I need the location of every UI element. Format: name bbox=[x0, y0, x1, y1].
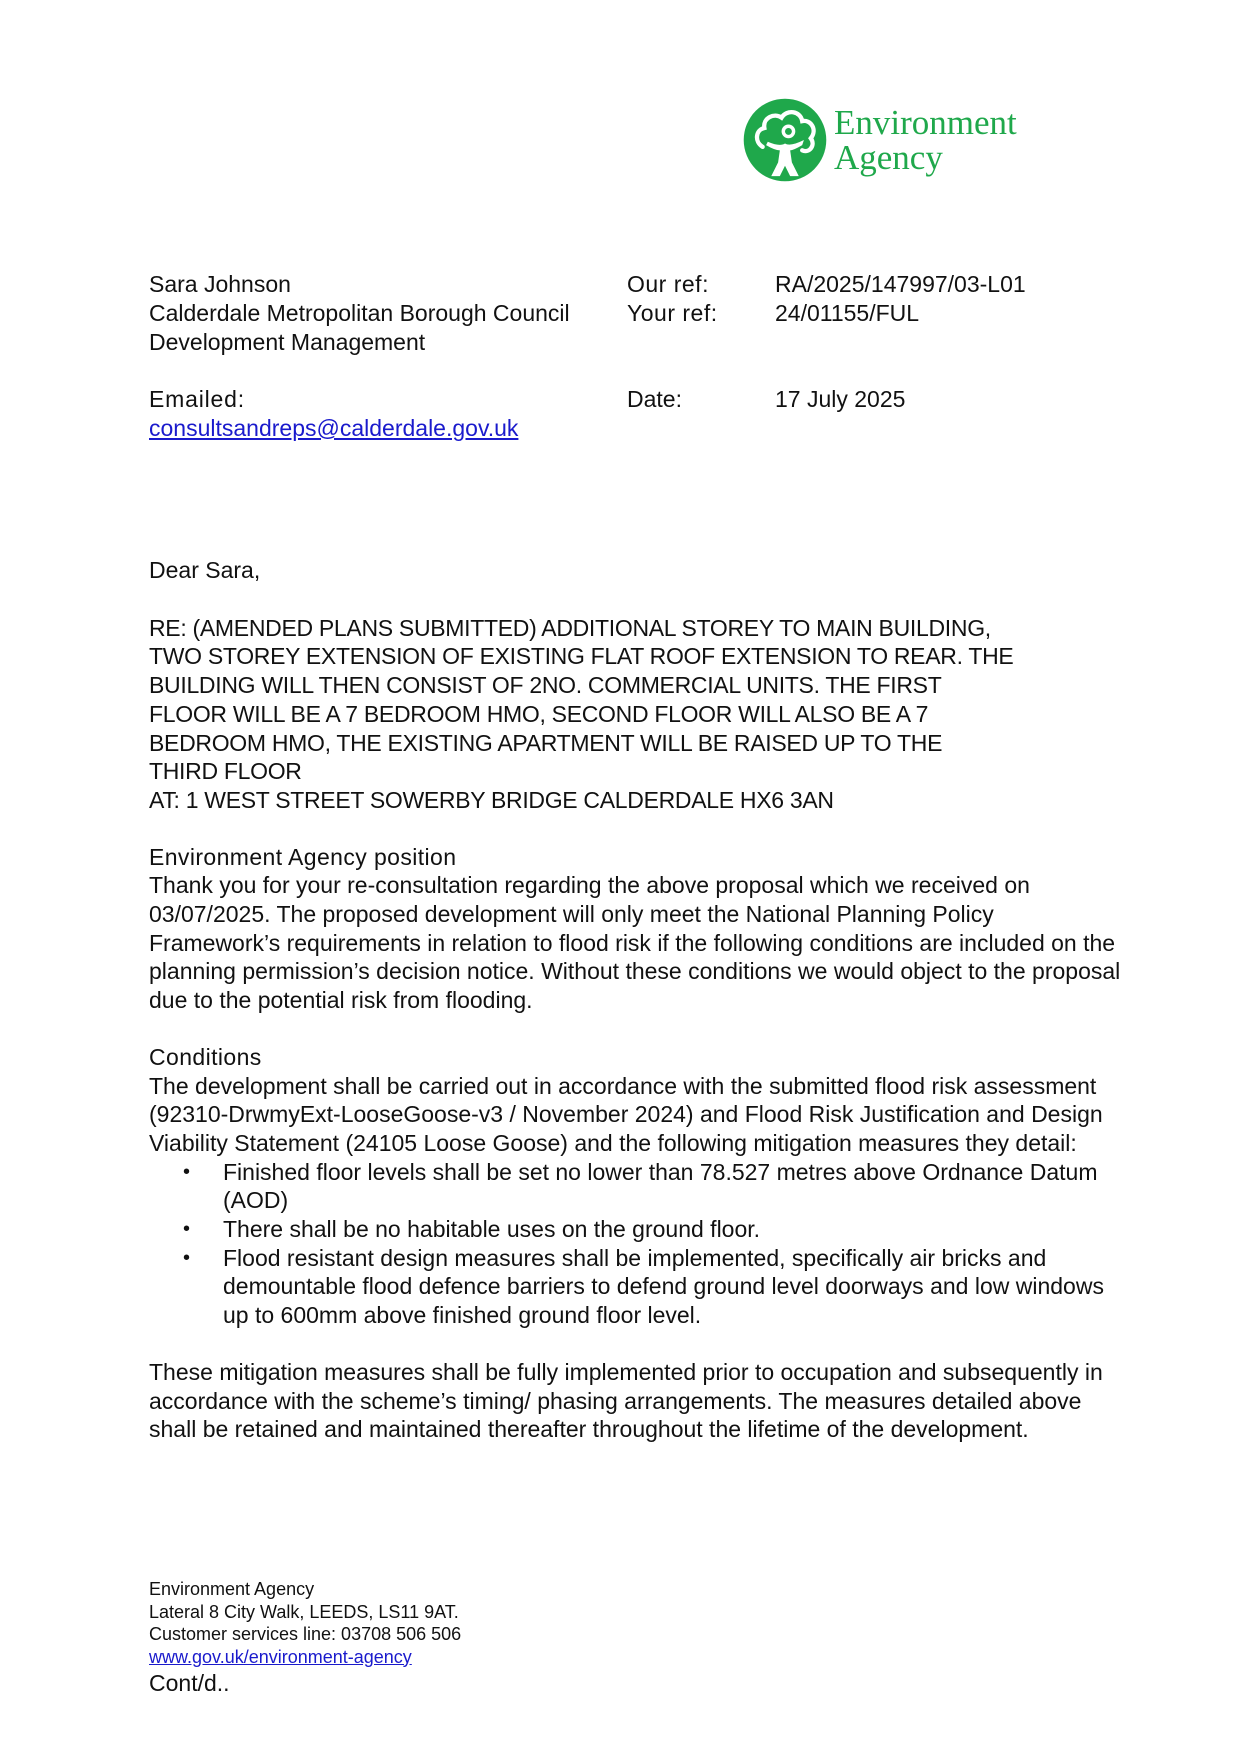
recipient-address bbox=[149, 270, 570, 357]
subject-line: BUILDING WILL THEN CONSIST OF 2NO. COMMERCIAL UNITS. THE FIRST bbox=[149, 672, 942, 699]
logo-line-2: Agency bbox=[834, 138, 943, 177]
reference-block bbox=[627, 270, 1026, 328]
our-ref-value: RA/2025/147997/03-L01 bbox=[775, 271, 1026, 297]
letter-body bbox=[149, 556, 1129, 1444]
footer-website-link[interactable]: www.gov.uk/environment-agency bbox=[149, 1646, 412, 1667]
footer-org: Environment Agency bbox=[149, 1579, 315, 1599]
subject-re bbox=[149, 614, 1129, 815]
closing-paragraph: These mitigation measures shall be fully implemented prior to occupation and subsequently in accordance with the scheme’s timing/ phasing arrangements. The measures detailed above shall be retained and maintained thereafter throughout the lifetime of the development. bbox=[149, 1358, 1103, 1443]
your-ref-row bbox=[627, 299, 1026, 328]
subject-line: BEDROOM HMO, THE EXISTING APARTMENT WILL BE RAISED UP TO THE bbox=[149, 729, 943, 756]
recipient-department: Development Management bbox=[149, 329, 426, 355]
subject-line: RE: (AMENDED PLANS SUBMITTED) ADDITIONAL STOREY TO MAIN BUILDING, bbox=[149, 614, 991, 641]
footer bbox=[149, 1578, 461, 1698]
date-label: Date: bbox=[627, 386, 682, 412]
tree-figure-icon bbox=[742, 97, 828, 183]
salutation: Dear Sara, bbox=[149, 557, 261, 583]
your-ref-value: 24/01155/FUL bbox=[775, 300, 920, 326]
logo-wordmark bbox=[834, 105, 1017, 175]
footer-phone: Customer services line: 03708 506 506 bbox=[149, 1624, 462, 1644]
emailed-block bbox=[149, 385, 518, 443]
subject-line: THIRD FLOOR bbox=[149, 758, 302, 785]
date-row bbox=[627, 385, 905, 414]
subject-line: TWO STOREY EXTENSION OF EXISTING FLAT ROOF EXTENSION TO REAR. THE bbox=[149, 643, 1014, 670]
conditions-heading: Conditions bbox=[149, 1043, 262, 1070]
footer-address: Lateral 8 City Walk, LEEDS, LS11 9AT. bbox=[149, 1601, 459, 1622]
continued-label: Cont/d.. bbox=[149, 1670, 230, 1696]
our-ref-label: Our ref: bbox=[627, 271, 709, 297]
mitigation-list bbox=[149, 1158, 1129, 1330]
recipient-organisation: Calderdale Metropolitan Borough Council bbox=[149, 300, 570, 326]
logo-line-1: Environment bbox=[834, 103, 1017, 142]
mitigation-item: • Flood resistant design measures shall be implemented, specifically air bricks and demountable flood defence barriers to defend ground level doorways and low windows up to 600mm above finished ground floor level. bbox=[223, 1244, 1129, 1330]
mitigation-item: • Finished floor levels shall be set no lower than 78.527 metres above Ordnance Datum (AOD) bbox=[223, 1158, 1129, 1215]
mitigation-item: • There shall be no habitable uses on the ground floor. bbox=[223, 1215, 1129, 1244]
our-ref-row bbox=[627, 270, 1026, 299]
position-heading: Environment Agency position bbox=[149, 843, 457, 870]
subject-line: FLOOR WILL BE A 7 BEDROOM HMO, SECOND FLOOR WILL ALSO BE A 7 bbox=[149, 700, 929, 727]
position-paragraph: Thank you for your re-consultation regarding the above proposal which we received on 03/07/2025. The proposed development will only meet the National Planning Policy Framework’s requirements in relation to flood risk if the following conditions are included on the planning permission’s decision notice. Without these conditions we would object to the proposal due to the potential risk from flooding. bbox=[149, 872, 1121, 1014]
conditions-intro: The development shall be carried out in accordance with the submitted flood risk assessment (92310-DrwmyExt-LooseGoose-v3 / November 2024) and Flood Risk Justification and Design Viability Statement (24105 Loose Goose) and the following mitigation measures they detail: bbox=[149, 1072, 1103, 1156]
your-ref-label: Your ref: bbox=[627, 300, 718, 326]
subject-address-line: AT: 1 WEST STREET SOWERBY BRIDGE CALDERDALE HX6 3AN bbox=[149, 786, 834, 813]
environment-agency-logo bbox=[742, 97, 1017, 183]
recipient-name: Sara Johnson bbox=[149, 271, 291, 297]
recipient-email-link[interactable]: consultsandreps@calderdale.gov.uk bbox=[149, 415, 519, 441]
emailed-label: Emailed: bbox=[149, 386, 245, 412]
date-value: 17 July 2025 bbox=[775, 386, 906, 412]
